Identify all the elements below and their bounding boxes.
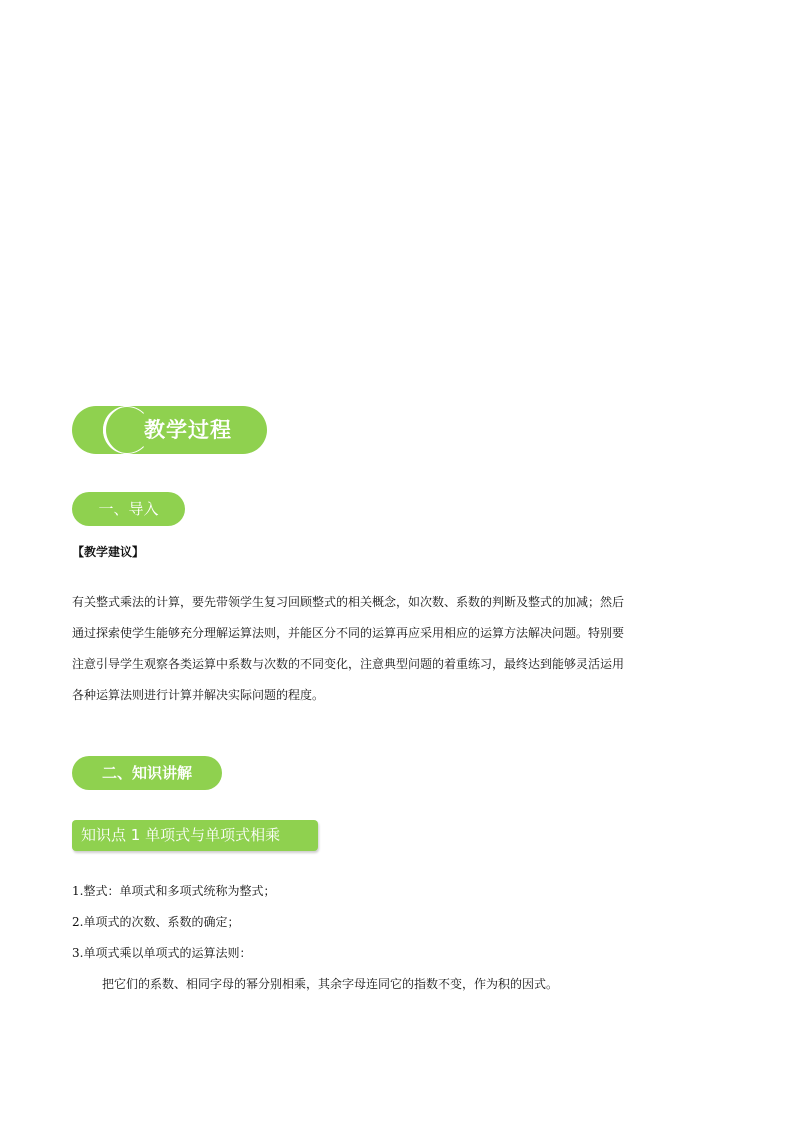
paragraph-line: 通过探索使学生能够充分理解运算法则，并能区分不同的运算再应采用相应的运算方法解决问题。特别要 <box>72 626 625 640</box>
section-banner-teaching-process <box>72 406 267 454</box>
paragraph-line: 各种运算法则进行计算并解决实际问题的程度。 <box>72 688 325 702</box>
teaching-advice-paragraph <box>72 587 722 711</box>
banner-title: 教学过程 <box>144 418 232 442</box>
teaching-advice-title: 【教学建议】 <box>72 545 145 559</box>
list-item: 1.整式：单项式和多项式统称为整式； <box>72 884 276 898</box>
section-heading-knowledge: 二、知识讲解 <box>72 756 222 790</box>
knowledge-point-heading: 知识点 1 单项式与单项式相乘 <box>72 820 318 851</box>
paragraph-line: 有关整式乘法的计算，要先带领学生复习回顾整式的相关概念，如次数、系数的判断及整式的加减；然后 <box>72 595 625 609</box>
list-item: 3.单项式乘以单项式的运算法则： <box>72 946 252 960</box>
section-heading-introduction: 一、导入 <box>72 492 185 526</box>
list-item: 2.单项式的次数、系数的确定； <box>72 915 240 929</box>
multiplication-rule-text: 把它们的系数、相同字母的幂分别相乘，其余字母连同它的指数不变，作为积的因式。 <box>102 977 559 991</box>
paragraph-line: 注意引导学生观察各类运算中系数与次数的不同变化，注意典型问题的着重练习，最终达到能够灵活运用 <box>72 657 625 671</box>
